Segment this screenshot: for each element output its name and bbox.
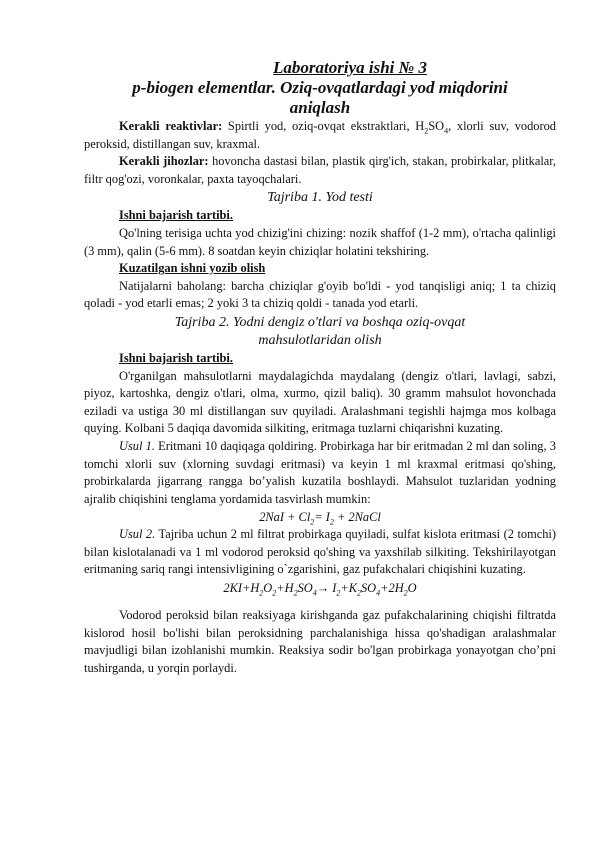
eq1-sub: 2 (310, 517, 315, 527)
exp2-title-line2: mahsulotlaridan olish (258, 332, 382, 348)
exp2-procedure: O'rganilgan mahsulotlarni maydalagichda maydalang (dengiz o'tlari, lavlagi, sabzi, piyoz, kartoshka, dengiz o'tlari, olma, xurmo, qizil baliq). 30 gramm mahsulot hovonchada eziladi va ustiga 30 ml distillangan suv quyiladi. Aralashmani tegishli hajmga mos kolbaga quying. Kolbani 5 daqiqa davomida silkiting, eritmaga tuzlarni chiqarishni kuzating. (84, 368, 556, 436)
eq2-part: → I (316, 581, 337, 596)
reagents-text-a: Spirtli yod, oziq-ovqat ekstraktlari, H (222, 119, 425, 133)
exp2-title-line1: Tajriba 2. Yodni dengiz o'tlari va boshqa oziq-ovqat (174, 314, 466, 330)
procedure-heading-2: Ishni bajarish tartibi. (119, 350, 233, 365)
observe-heading: Kuzatilgan ishni yozib olish (119, 261, 266, 276)
eq2-part: +K (340, 581, 357, 596)
eq2-part: +2H (380, 581, 404, 596)
eq2-sub: 4 (376, 588, 381, 598)
spacer (84, 597, 556, 607)
eq1-part: 2NaI + Cl (259, 510, 311, 525)
eq2-sub: 2 (356, 588, 361, 598)
procedure-heading-1: Ishni bajarish tartibi. (119, 208, 233, 223)
eq2-part: +H (276, 581, 294, 596)
reagents-paragraph (84, 118, 556, 153)
equipment-label: Kerakli jihozlar: (119, 154, 209, 169)
equipment-paragraph (84, 153, 556, 188)
exp1-procedure: Qo'lning terisiga uchta yod chizig'ini chizing: nozik shaffof (1-2 mm), o'rtacha qalinligi (3 mm), qalin (5-6 mm). 8 soatdan keyin chiziqlar holatini tekshiring. (84, 225, 556, 258)
eq2-sub: 4 (312, 588, 317, 598)
eq2-part: O (407, 581, 417, 596)
document-title-line3: aniqlash (289, 98, 351, 117)
usul2-paragraph (84, 526, 556, 579)
conclusion-paragraph: Vodorod peroksid bilan reaksiyaga kirishganda gaz pufakchalarining chiqishi filtratda kislorod hosil bo'lishi bilan peroksidning parchalanishiga hissa qo'shadigan aralashmalar mavjudligi bilan izohlanishi mumkin. Reaksiya sodir bo'lgan probirkaga yonayotgan cho’pni tushirganda, u yorqin porlaydi. (84, 608, 556, 675)
usul1-label: Usul 1. (119, 438, 155, 453)
eq1-part: = I (314, 510, 330, 525)
equipment-text: hovoncha dastasi bilan, plastik qirg'ich, stakan, probirkalar, plitkalar, filtr qog'ozi, voronkalar, paxta tayoqchalari. (84, 154, 556, 186)
equation-2 (84, 579, 556, 597)
eq1-part: + 2NaCl (333, 510, 381, 525)
eq2-sub: 2 (336, 588, 341, 598)
reagents-text-b: SO (428, 119, 445, 133)
eq2-part: SO (297, 581, 313, 596)
exp1-title: Tajriba 1. Yod testi (267, 190, 373, 206)
eq1-sub: 2 (329, 517, 334, 527)
document-page (84, 58, 556, 677)
equation-1 (84, 508, 556, 526)
usul2-label: Usul 2. (119, 527, 156, 542)
document-title-line1: Laboratoriya ishi № 3 (273, 58, 427, 77)
eq2-sub: 2 (272, 588, 277, 598)
usul1-paragraph (84, 438, 556, 508)
reagents-sub-2: 2 (424, 126, 429, 136)
usul2-text: Tajriba uchun 2 ml filtrat probirkaga quyiladi, sulfat kislota eritmasi (2 tomchi) bilan kislotalanadi va 1 ml vodorod peroksid qo'shing va yaxshilab silkiting. Tekshirilayotgan eritmaning sariq rangi intensivligining o`zgarishini, gaz pufakchalari chiqishini kuzating. (84, 527, 556, 577)
eq2-sub: 2 (403, 588, 408, 598)
usul1-text: Eritmani 10 daqiqaga qoldiring. Probirkaga har bir eritmadan 2 ml dan soling, 3 tomchi xlorli suv (xlorning suvdagi eritmasi) va keyin 1 ml kraxmal eritmasi qo'shing, probirkalarda jigarrang rangga bo’yalish kuzatila boshlaydi. Mahsulot tuzlaridan yodning ajralib chiqishini tenglama yordamida tasvirlash mumkin: (84, 438, 556, 506)
eq2-sub: 2 (293, 588, 298, 598)
eq2-sub: 2 (259, 588, 264, 598)
eq2-part: O (263, 581, 273, 596)
reagents-sub-4: 4 (444, 126, 449, 136)
eq2-part: SO (360, 581, 377, 596)
document-title-line2: p-biogen elementlar. Oziq-ovqatlardagi yod miqdorini (132, 78, 508, 97)
exp1-results: Natijalarni baholang: barcha chiziqlar g'oyib bo'ldi - yod tanqisligi aniq; 1 ta chiziq qoladi - yod etarli emas; 2 yoki 3 ta chiziq qoldi - tanada yod etarli. (84, 278, 556, 311)
eq2-part: 2KI+H (223, 581, 260, 596)
reagents-text-c: , xlorli suv, vodorod peroksid, distillangan suv, kraxmal. (84, 119, 556, 151)
reagents-label: Kerakli reaktivlar: (119, 119, 223, 133)
